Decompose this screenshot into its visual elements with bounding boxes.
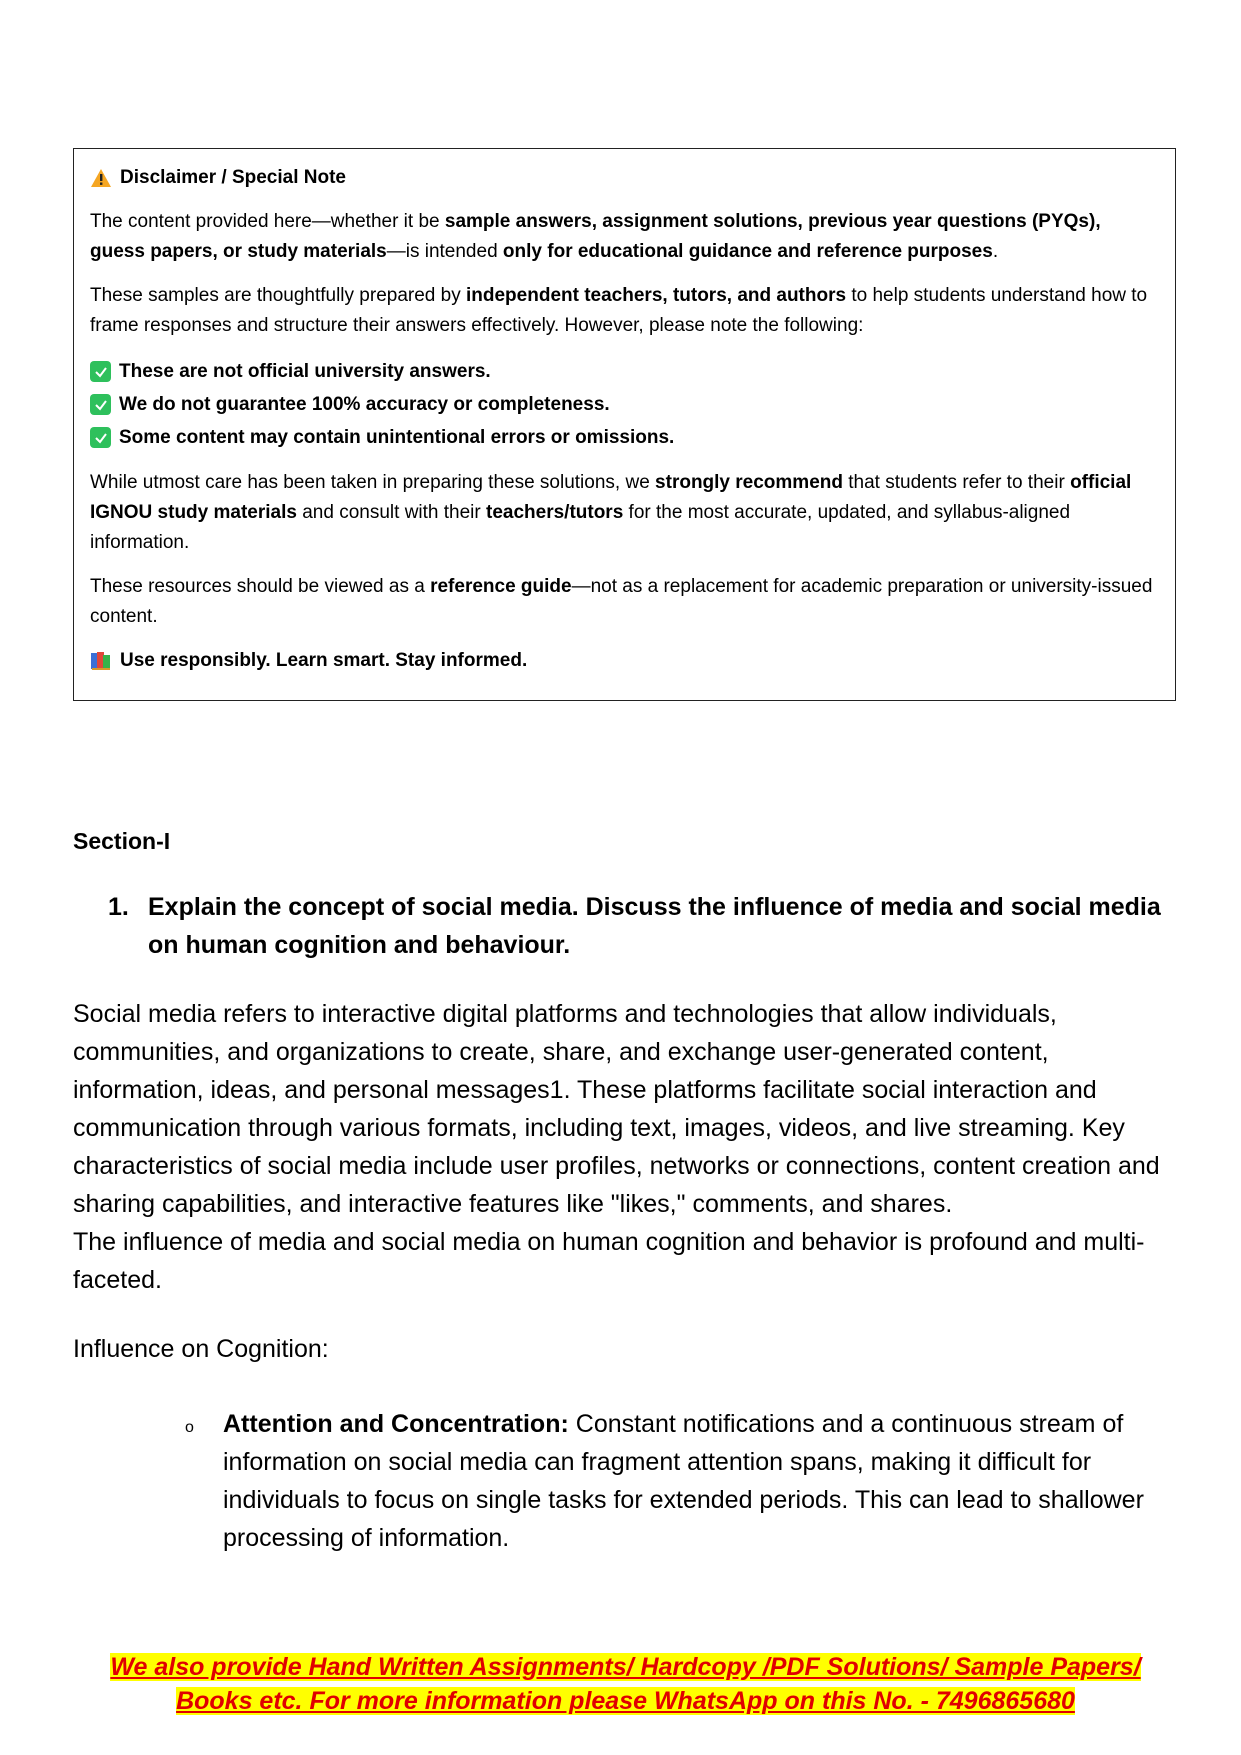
paragraph-influence: The influence of media and social media on human cognition and behavior is profound and multi-faceted.: [73, 1228, 1145, 1294]
check-item: Some content may contain unintentional errors or omissions.: [90, 421, 1159, 454]
disclaimer-paragraph-1: The content provided here—whether it be sample answers, assignment solutions, previous year questions (PYQs), guess papers, or study materials—is intended only for educational guidance and reference purposes.: [90, 211, 1101, 262]
question-1: [108, 888, 1178, 964]
promo-line-1: We also provide Hand Written Assignments/ Hardcopy /PDF Solutions/ Sample Papers/: [110, 1653, 1141, 1681]
check-item: We do not guarantee 100% accuracy or completeness.: [90, 388, 1159, 421]
checkmark-icon: [90, 361, 111, 382]
warning-icon: [90, 168, 112, 188]
disclaimer-paragraph-3: While utmost care has been taken in preparing these solutions, we strongly recommend that students refer to their official IGNOU study materials and consult with their teachers/tutors for the most accurate, updated, and syllabus-aligned information.: [90, 472, 1132, 553]
books-icon: [90, 651, 112, 671]
check-item: These are not official university answers.: [90, 355, 1159, 388]
bullet-attention: o Attention and Concentration: Constant notifications and a continuous stream of information on social media can fragment attention spans, making it difficult for individuals to focus on single tasks for extended periods. This can lead to shallower processing of information.: [185, 1405, 1180, 1557]
question-text: Explain the concept of social media. Discuss the influence of media and social media on human cognition and behaviour.: [148, 893, 1161, 959]
disclaimer-title: Disclaimer / Special Note: [90, 163, 1159, 193]
disclaimer-paragraph-4: These resources should be viewed as a reference guide—not as a replacement for academic preparation or university-issued content.: [90, 576, 1153, 627]
disclaimer-final-line: Use responsibly. Learn smart. Stay informed.: [90, 646, 1159, 676]
promo-banner: [73, 1650, 1178, 1718]
section-title: Section-I: [73, 828, 171, 854]
bullet-circle-icon: o: [185, 1419, 194, 1436]
disclaimer-paragraph-2: These samples are thoughtfully prepared by independent teachers, tutors, and authors to help students understand how to frame responses and structure their answers effectively. However, please note the following:: [90, 285, 1148, 336]
promo-line-2: Books etc. For more information please WhatsApp on this No. - 7496865680: [176, 1687, 1075, 1715]
question-number: 1.: [108, 893, 129, 921]
checkmark-icon: [90, 427, 111, 448]
disclaimer-box: [73, 148, 1176, 701]
checkmark-icon: [90, 394, 111, 415]
subheading-cognition: Influence on Cognition:: [73, 1335, 329, 1363]
paragraph-definition: Social media refers to interactive digital platforms and technologies that allow individuals, communities, and organizations to create, share, and exchange user-generated content, information, ideas, and personal messages1. These platforms facilitate social interaction and communication through various formats, including text, images, videos, and live streaming. Key characteristics of social media include user profiles, networks or connections, content creation and sharing capabilities, and interactive features like "likes," comments, and shares.: [73, 1000, 1160, 1218]
check-list: [90, 355, 1159, 454]
